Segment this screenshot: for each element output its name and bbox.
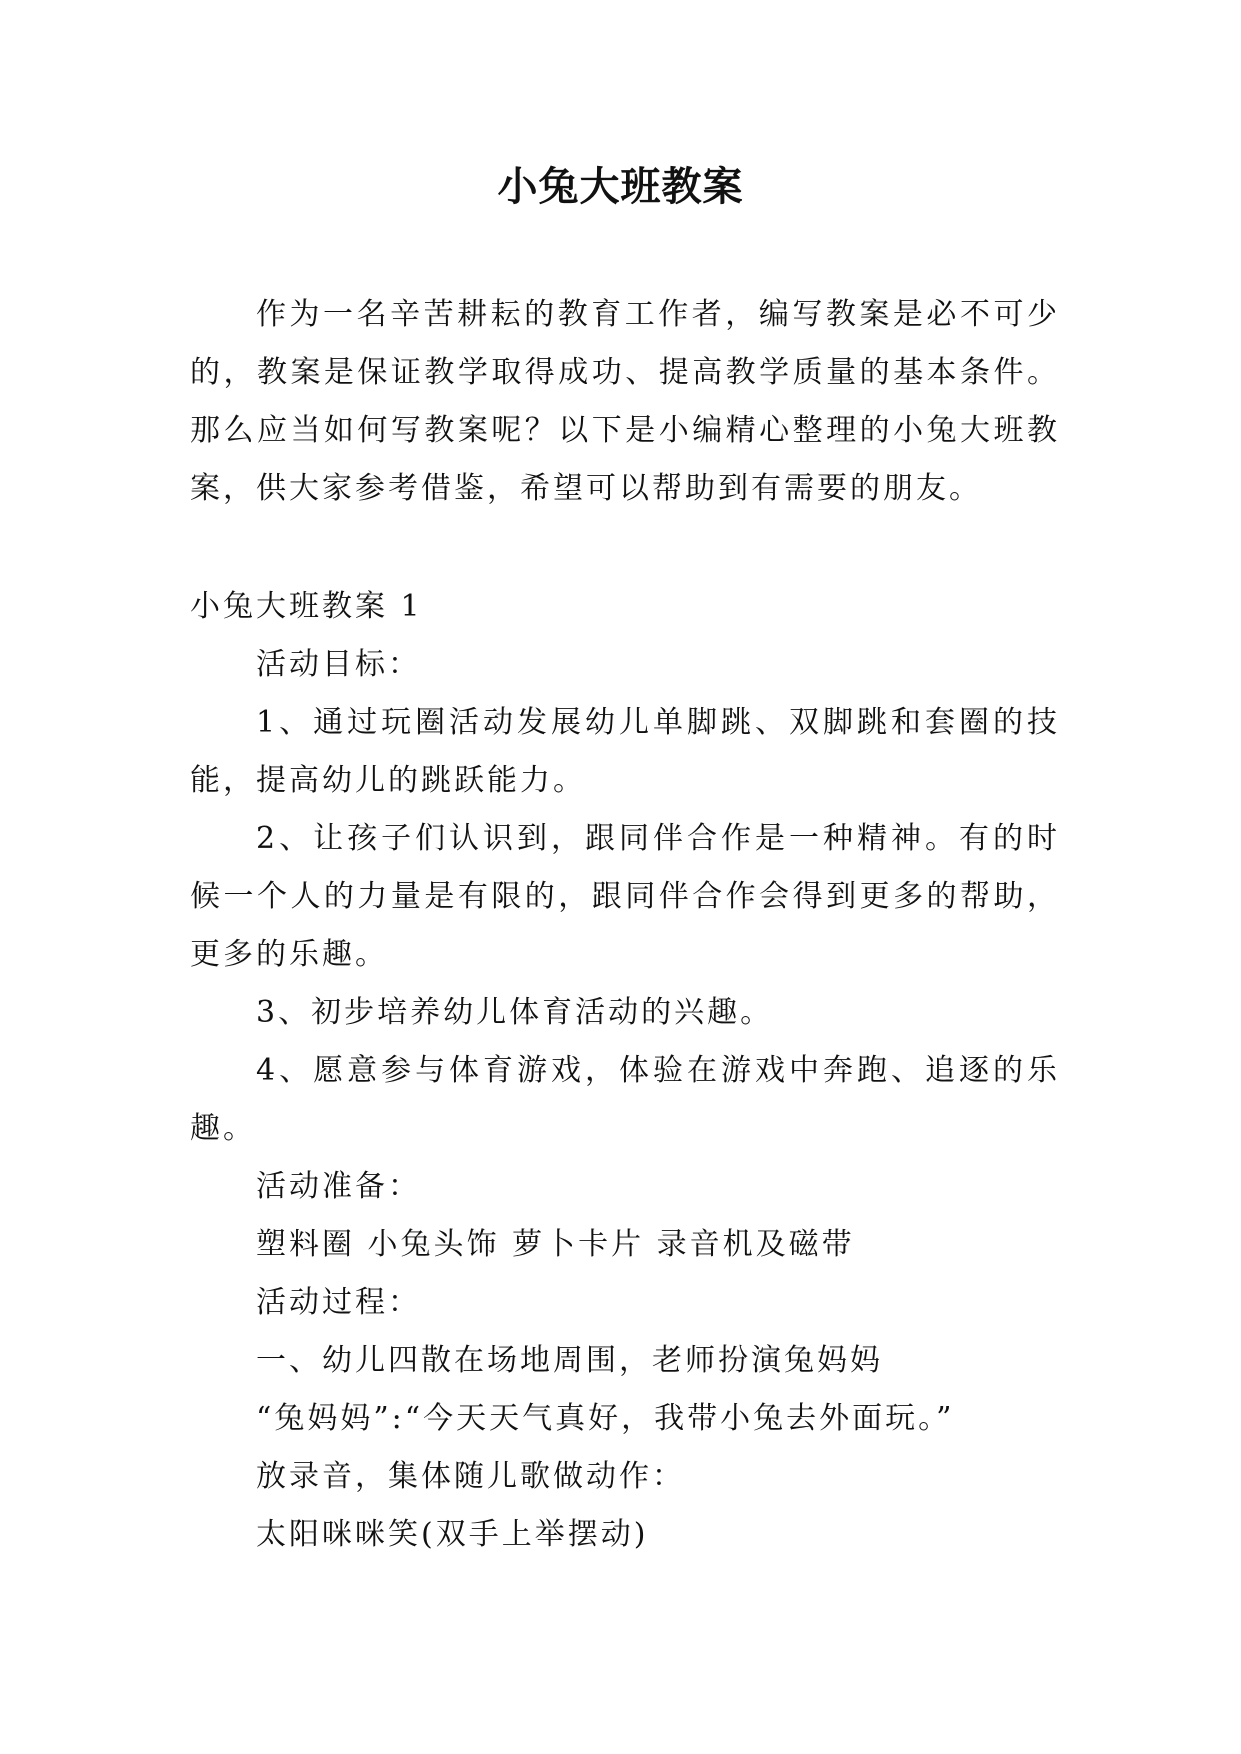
paragraph-music-instruction: 放录音，集体随儿歌做动作： [256, 1459, 685, 1494]
paragraph-goal-2: 2、让孩子们认识到，跟同伴合作是一种精神。有的时候一个人的力量是有限的，跟同伴合作会得到更多的帮助，更多的乐趣。 [190, 821, 1060, 972]
paragraph-goal-4: 4、愿意参与体育游戏，体验在游戏中奔跑、追逐的乐趣。 [190, 1053, 1060, 1146]
intro-paragraph: 作为一名辛苦耕耘的教育工作者，编写教案是必不可少的，教案是保证教学取得成功、提高教学质量的基本条件。那么应当如何写教案呢？以下是小编精心整理的小兔大班教案，供大家参考借鉴，希望可以帮助到有需要的朋友。 [190, 297, 1060, 506]
paragraph-goal-1: 1、通过玩圈活动发展幼儿单脚跳、双脚跳和套圈的技能，提高幼儿的跳跃能力。 [190, 705, 1060, 798]
paragraph-process-label: 活动过程： [256, 1285, 421, 1320]
lesson-plan-body [190, 578, 1060, 1564]
document-title: 小兔大班教案 [497, 164, 744, 210]
paragraph-rhyme-line: 太阳咪咪笑(双手上举摆动) [256, 1517, 649, 1552]
paragraph-dialogue: “兔妈妈”:“今天天气真好，我带小兔去外面玩。” [256, 1401, 955, 1436]
paragraph-preparation-label: 活动准备： [256, 1169, 421, 1204]
intro-block [190, 286, 1060, 518]
paragraph-goal-3: 3、初步培养幼儿体育活动的兴趣。 [256, 995, 774, 1030]
paragraph-activity-goals-label: 活动目标： [256, 647, 421, 682]
paragraph-process-step-1: 一、幼儿四散在场地周围，老师扮演兔妈妈 [256, 1343, 883, 1378]
paragraph-preparation-items: 塑料圈 小兔头饰 萝卜卡片 录音机及磁带 [256, 1227, 855, 1262]
section-heading: 小兔大班教案 1 [190, 589, 423, 624]
